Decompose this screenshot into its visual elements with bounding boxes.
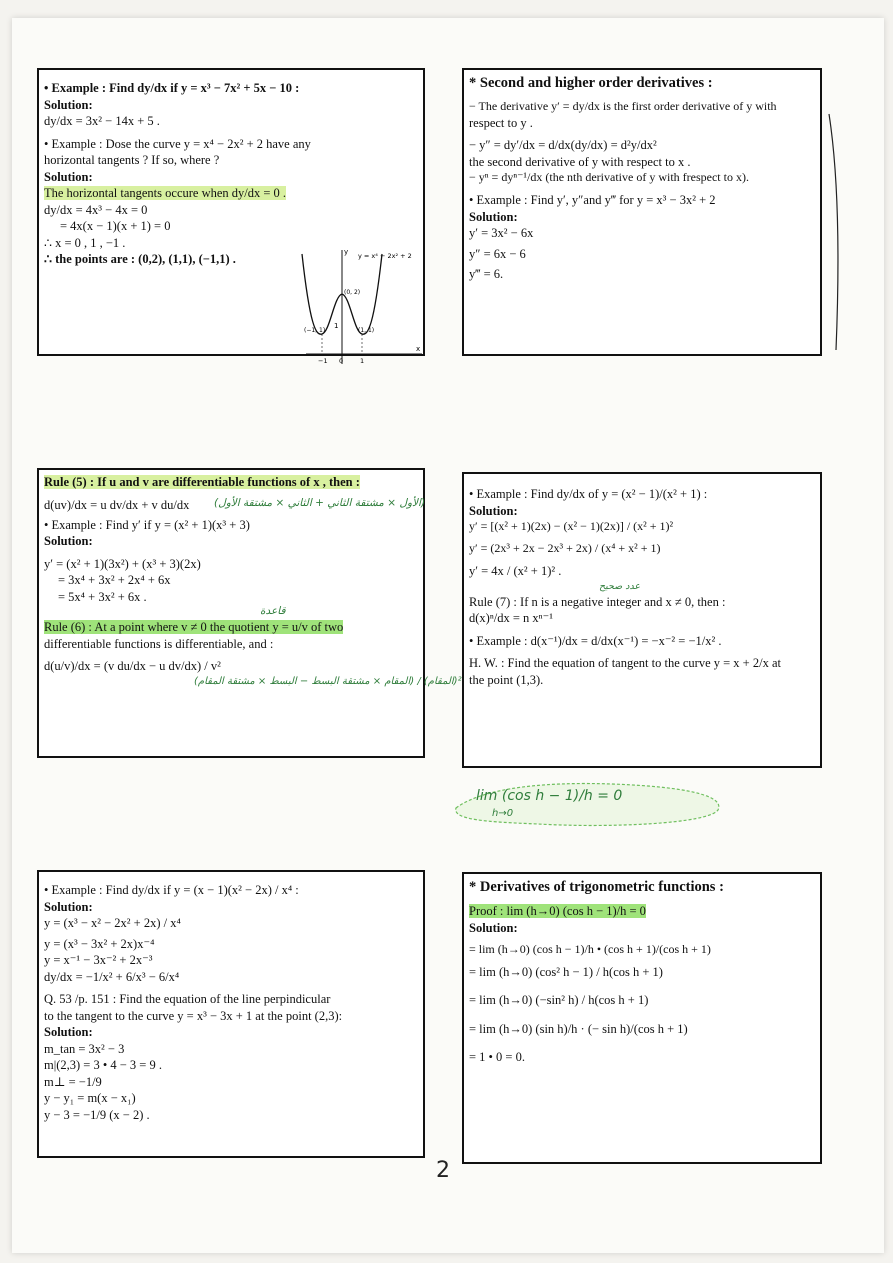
work-line: y′ = (2x³ + 2x − 2x³ + 2x) / (x⁴ + x² + 1) [469, 540, 661, 555]
solution-label: Solution: [469, 503, 518, 518]
definition-line: the second derivative of y with respect to x . [469, 154, 691, 169]
product-quotient-rules-box [37, 468, 462, 758]
homework-line: H. W. : Find the equation of tangent to the curve y = x + 2/x at [469, 656, 781, 671]
handwritten-note: (الأول × مشتقة الثاني + الثاني × مشتقة الأول) [214, 497, 426, 509]
page-number: 2 [436, 1158, 450, 1183]
work-line: y′ = [(x² + 1)(2x) − (x² − 1)(2x)] / (x² + 1)² [469, 519, 674, 533]
x-tick-label: 1 [360, 357, 365, 365]
higher-derivatives-box [462, 68, 822, 356]
nth-derivative-line: − yⁿ = dyⁿ⁻¹/dx (the nth derivative of y with frespect to x). [469, 170, 749, 185]
handwritten-note: قاعدة [260, 605, 286, 618]
proof-line [469, 903, 815, 920]
work-line: y = (x³ − 3x² + 2x)x⁻⁴ [44, 936, 155, 951]
x-axis-label: x [416, 345, 421, 353]
scribble-text: lim (cos h − 1)/h = 0 [476, 788, 623, 804]
work-line: y′ = (x² + 1)(3x²) + (x³ + 3)(2x) [44, 556, 201, 571]
quotient-rule-formula: d(u/v)/dx = (v du/dx − u dv/dx) / v² [44, 659, 221, 674]
solution-label: Solution: [44, 534, 93, 549]
graph-title: y = x⁴ − 2x² + 2 [358, 252, 412, 260]
trig-derivatives-box [462, 872, 822, 1164]
solution-label: Solution: [469, 920, 518, 935]
section-header: * Second and higher order derivatives : [469, 75, 713, 91]
work-line: y − y₁ = m(x − x₁) [44, 1091, 136, 1105]
points-line: ∴ the points are : (0,2), (1,1), (−1,1) . [44, 252, 236, 266]
y-axis-label: y [344, 248, 349, 256]
example-line: • Example : Find dy/dx if y = x³ − 7x² + 5x − 10 : [44, 81, 300, 95]
work-line: y = x⁻¹ − 3x⁻² + 2x⁻³ [44, 953, 153, 967]
derivative-line: dy/dx = 3x² − 14x + 5 . [44, 114, 160, 128]
solution-label: Solution: [44, 1025, 93, 1039]
right-point-label: (1, 1) [358, 327, 375, 334]
rule-7-line: Rule (7) : If n is a negative integer and x ≠ 0, then : [469, 594, 726, 609]
example-line: • Example : Find dy/dx of y = (x² − 1)/(x² + 1) : [469, 487, 708, 501]
proof-step: = lim (h→0) (−sin² h) / h(cos h + 1) [469, 993, 649, 1008]
work-line: y′ = 4x / (x² + 1)² . [469, 563, 562, 578]
definition-line: respect to y . [469, 115, 533, 130]
margin-pen-line [826, 112, 846, 352]
proof-step: = lim (h→0) (cos h − 1)/h • (cos h + 1)/(cos h + 1) [469, 942, 711, 957]
product-rule-formula: d(uv)/dx = u dv/dx + v du/dx [44, 497, 190, 512]
rule-6-line: differentiable functions is differentiable, and : [44, 636, 274, 651]
negative-power-example-box [37, 870, 425, 1158]
section-header: * Derivatives of trigonometric functions : [469, 879, 724, 895]
example-line: • Example : d(x⁻¹)/dx = d/dx(x⁻¹) = −x⁻² = −1/x² . [469, 633, 722, 648]
top-point-label: (0, 2) [344, 289, 361, 296]
factored-line: = 4x(x − 1)(x + 1) = 0 [60, 219, 171, 233]
derivative-line: dy/dx = −1/x² + 6/x³ − 6/x⁴ [44, 969, 180, 984]
rule-6-text: Rule (6) : At a point where v ≠ 0 the quotient y = u/v of two [44, 620, 344, 635]
work-line: m⊥ = −1/9 [44, 1074, 102, 1089]
work-line: y − 3 = −1/9 (x − 2) . [44, 1107, 150, 1122]
roots-line: ∴ x = 0 , 1 , −1 . [44, 235, 126, 250]
rule-5-text: Rule (5) : If u and v are differentiable functions of x , then : [44, 475, 360, 489]
proof-step: = lim (h→0) (cos² h − 1) / h(cos h + 1) [469, 964, 663, 979]
work-line: m_tan = 3x² − 3 [44, 1041, 125, 1056]
proof-text: Proof : lim (h→0) (cos h − 1)/h = 0 [469, 904, 646, 919]
work-line: = 3x⁴ + 3x² + 2x⁴ + 6x [58, 573, 171, 588]
solution-label: Solution: [469, 209, 518, 224]
scribble-sub: h→0 [492, 808, 514, 819]
condition-line [44, 185, 418, 202]
x-tick-label: 0 [339, 357, 344, 365]
example-line: • Example : Dose the curve y = x⁴ − 2x² + 2 have any [44, 136, 311, 151]
solution-label: Solution: [44, 97, 93, 112]
definition-line: − The derivative y′ = dy/dx is the first order derivative of y with [469, 99, 777, 114]
first-derivative-result: y′ = 3x² − 6x [469, 226, 534, 241]
work-line: m|(2,3) = 3 • 4 − 3 = 9 . [44, 1058, 162, 1072]
example-line: • Example : Find y′, y″and y‴ for y = x³ − 3x² + 2 [469, 193, 716, 208]
homework-line: the point (1,3). [469, 672, 544, 687]
example-line: • Example : Find dy/dx if y = (x − 1)(x² − 2x) / x⁴ : [44, 883, 299, 897]
second-derivative-line: − y″ = dy′/dx = d/dx(dy/dx) = d²y/dx² [469, 138, 657, 153]
solution-label: Solution: [44, 899, 93, 914]
rule-7-formula: d(x)ⁿ/dx = n xⁿ⁻¹ [469, 611, 553, 626]
y-tick-label: 1 [334, 322, 339, 330]
third-derivative-result: y‴ = 6. [469, 267, 504, 282]
highlighted-text: The horizontal tangents occure when dy/dx = 0 . [44, 186, 287, 200]
question-line: Q. 53 /p. 151 : Find the equation of the line perpindicular [44, 992, 331, 1006]
rule-5-line [44, 474, 418, 491]
quotient-example-box [462, 472, 822, 768]
second-derivative-result: y″ = 6x − 6 [469, 246, 526, 261]
work-line: = 5x⁴ + 3x² + 6x . [58, 589, 147, 604]
proof-step: = lim (h→0) (sin h)/h · (− sin h)/(cos h + 1) [469, 1021, 688, 1036]
handwritten-limit-scribble [448, 778, 730, 830]
handwritten-note: عدد صحيح [599, 581, 641, 593]
question-line: horizontal tangents ? If so, where ? [44, 153, 220, 167]
proof-result: = 1 • 0 = 0. [469, 1050, 525, 1065]
handwritten-note: (المقام × مشتقة البسط − البسط × مشتقة المقام) / (المقام)² [194, 675, 462, 687]
example-line: • Example : Find y′ if y = (x² + 1)(x³ + 3) [44, 517, 250, 532]
left-point-label: (−1, 1) [304, 327, 326, 334]
quartic-graph [296, 246, 426, 366]
question-line: to the tangent to the curve y = x³ − 3x + 1 at the point (2,3): [44, 1008, 343, 1023]
equation-line: dy/dx = 4x³ − 4x = 0 [44, 202, 148, 217]
x-tick-label: −1 [318, 357, 328, 365]
solution-label: Solution: [44, 169, 93, 184]
rule-6-line [44, 619, 418, 636]
work-line: y = (x³ − x² − 2x² + 2x) / x⁴ [44, 916, 181, 930]
